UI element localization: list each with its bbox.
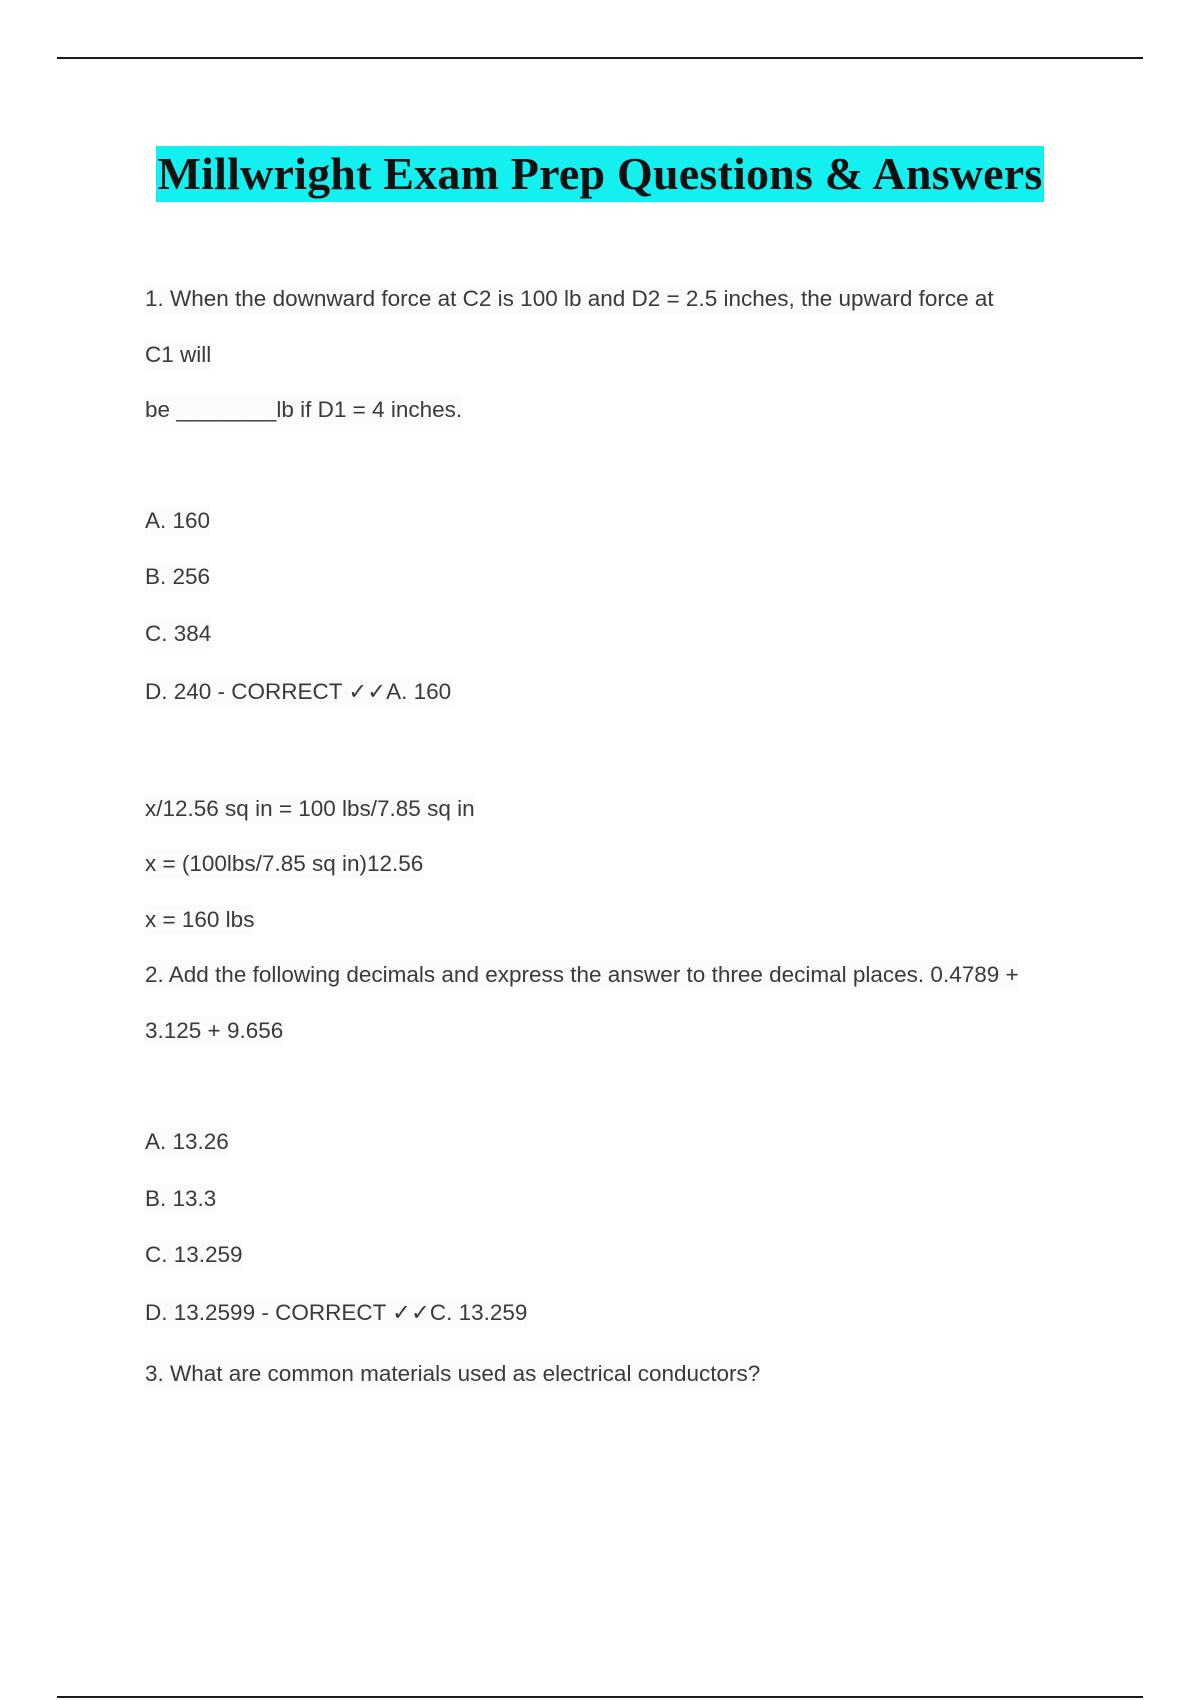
question-2-option-d-answer: D. 13.2599 - CORRECT ✓✓C. 13.259 [145, 1298, 527, 1328]
question-1-option-a: A. 160 [145, 506, 210, 536]
question-1-work-line-3: x = 160 lbs [145, 905, 254, 935]
question-1-option-b: B. 256 [145, 562, 210, 592]
bottom-rule [57, 1696, 1143, 1698]
question-2-option-b: B. 13.3 [145, 1184, 216, 1214]
question-2-text-line-1: 2. Add the following decimals and express the answer to three decimal places. 0.4789 + [145, 960, 1019, 990]
question-1-text-line-3: be ________lb if D1 = 4 inches. [145, 395, 462, 425]
question-1-work-line-2: x = (100lbs/7.85 sq in)12.56 [145, 849, 423, 879]
question-1-text-line-1: 1. When the downward force at C2 is 100 lb and D2 = 2.5 inches, the upward force at [145, 284, 994, 314]
question-1-text-line-2: C1 will [145, 340, 211, 370]
question-1-option-c: C. 384 [145, 619, 211, 649]
question-1-work-line-1: x/12.56 sq in = 100 lbs/7.85 sq in [145, 794, 475, 824]
question-2-text-line-2: 3.125 + 9.656 [145, 1016, 283, 1046]
top-rule [57, 57, 1143, 59]
question-2-option-c: C. 13.259 [145, 1240, 243, 1270]
title-container [0, 146, 1200, 202]
question-1-option-d-answer: D. 240 - CORRECT ✓✓A. 160 [145, 677, 451, 707]
page-title: Millwright Exam Prep Questions & Answers [156, 146, 1045, 202]
question-3-text-line-1: 3. What are common materials used as electrical conductors? [145, 1359, 760, 1389]
question-2-option-a: A. 13.26 [145, 1127, 229, 1157]
